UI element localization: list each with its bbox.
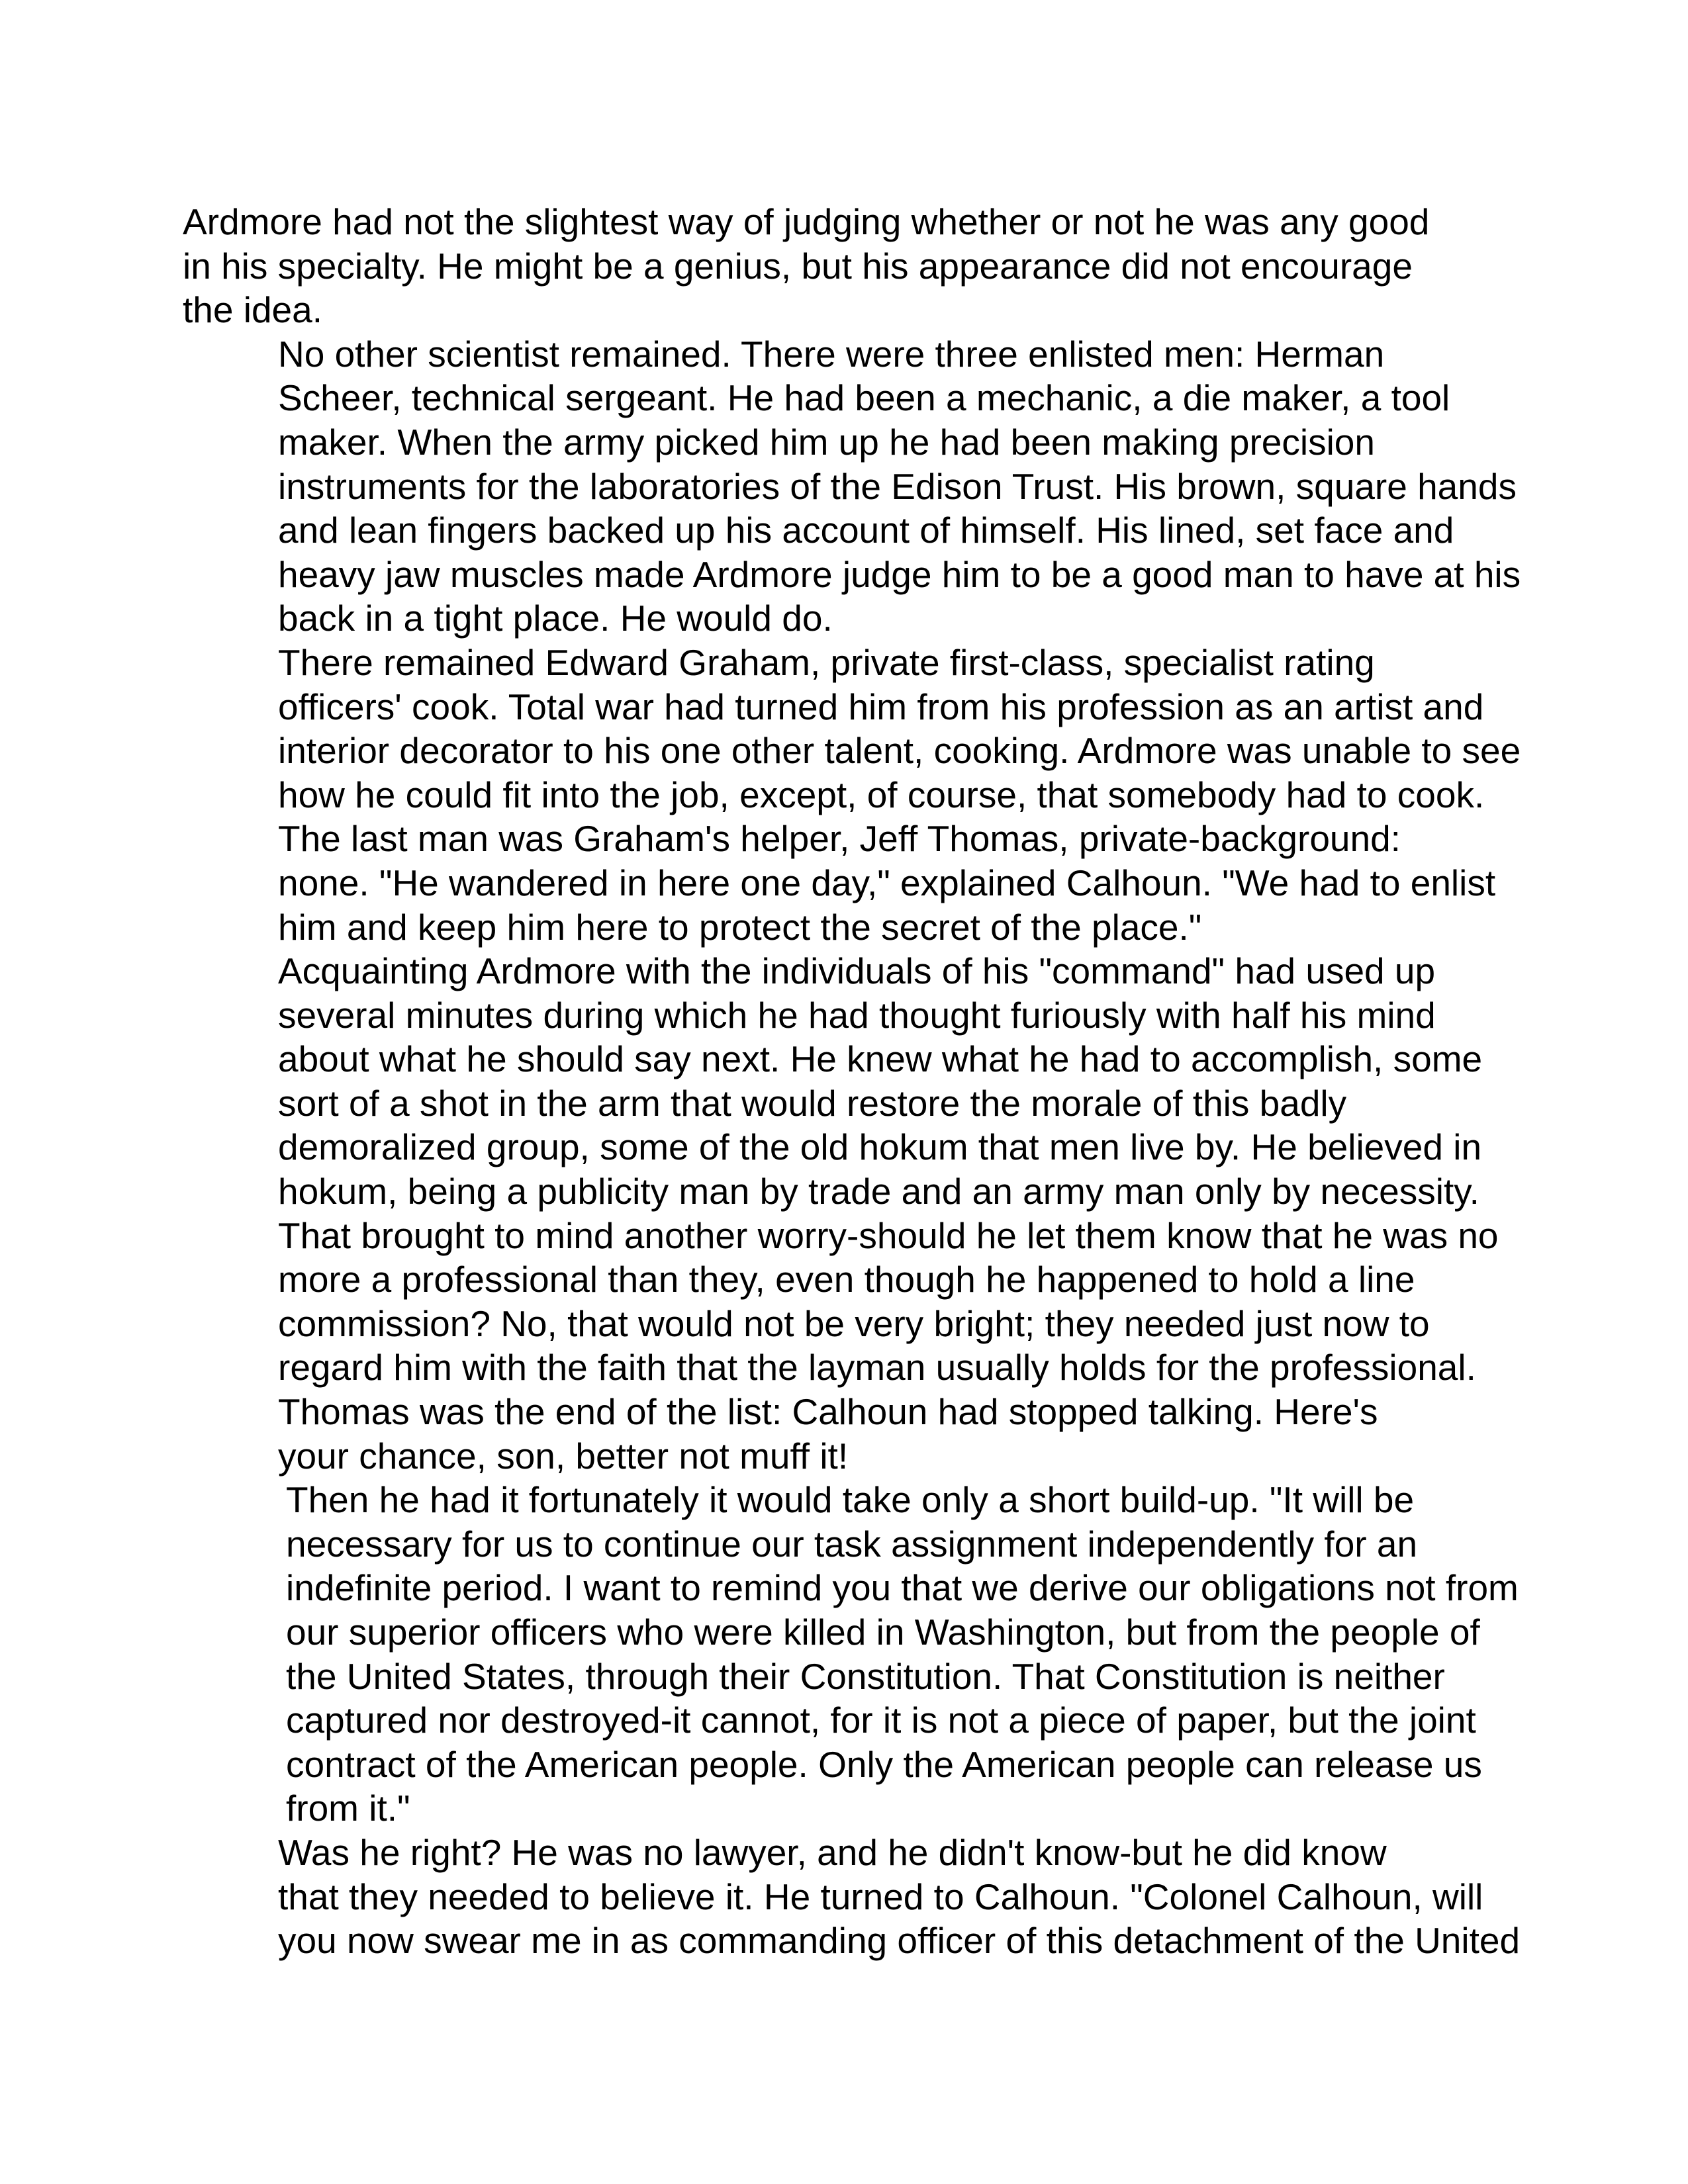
paragraph bbox=[183, 817, 1520, 949]
text-line: the idea. bbox=[183, 289, 323, 331]
paragraph bbox=[183, 949, 1520, 1390]
text-line: sort of a shot in the arm that would restore the morale of this badly bbox=[278, 1082, 1347, 1124]
text-line: Ardmore had not the slightest way of judging whether or not he was any good bbox=[183, 201, 1430, 242]
text-line: Was he right? He was no lawyer, and he didn't know-but he did know bbox=[278, 1831, 1387, 1873]
text-line: none. "He wandered in here one day," explained Calhoun. "We had to enlist bbox=[278, 862, 1496, 903]
text-line: more a professional than they, even though he happened to hold a line bbox=[278, 1259, 1415, 1300]
text-line: That brought to mind another worry-should he let them know that he was no bbox=[278, 1214, 1499, 1256]
paragraph bbox=[183, 200, 1520, 332]
paragraph bbox=[183, 1478, 1520, 1831]
text-line: commission? No, that would not be very bright; they needed just now to bbox=[278, 1302, 1430, 1344]
text-line: The last man was Graham's helper, Jeff Thomas, private-background: bbox=[278, 818, 1401, 860]
document-page bbox=[183, 200, 1520, 1963]
text-line: necessary for us to continue our task assignment independently for an bbox=[286, 1523, 1418, 1565]
text-line: and lean fingers backed up his account of himself. His lined, set face and bbox=[278, 510, 1454, 551]
text-line: how he could fit into the job, except, of course, that somebody had to cook. bbox=[278, 774, 1485, 815]
paragraph bbox=[183, 1831, 1520, 1963]
text-line: officers' cook. Total war had turned him from his profession as an artist and bbox=[278, 686, 1484, 727]
text-line: him and keep him here to protect the secret of the place." bbox=[278, 906, 1202, 948]
text-line: our superior officers who were killed in Washington, but from the people of bbox=[286, 1612, 1480, 1653]
text-line: the United States, through their Constitution. That Constitution is neither bbox=[286, 1655, 1445, 1697]
text-line: that they needed to believe it. He turned to Calhoun. "Colonel Calhoun, will bbox=[278, 1876, 1483, 1917]
text-line: interior decorator to his one other talent, cooking. Ardmore was unable to see bbox=[278, 730, 1521, 772]
text-line: captured nor destroyed-it cannot, for it is not a piece of paper, but the joint bbox=[286, 1700, 1476, 1741]
text-line: maker. When the army picked him up he had been making precision bbox=[278, 421, 1375, 463]
paragraph bbox=[183, 1390, 1520, 1478]
text-line: Acquainting Ardmore with the individuals of his "command" had used up bbox=[278, 950, 1436, 992]
text-line: hokum, being a publicity man by trade and an army man only by necessity. bbox=[278, 1171, 1479, 1212]
text-line: from it." bbox=[286, 1788, 410, 1829]
text-line: regard him with the faith that the layman usually holds for the professional. bbox=[278, 1347, 1476, 1388]
text-line: back in a tight place. He would do. bbox=[278, 598, 833, 639]
paragraph bbox=[183, 641, 1520, 817]
text-line: heavy jaw muscles made Ardmore judge him to be a good man to have at his bbox=[278, 553, 1521, 595]
text-line: Scheer, technical sergeant. He had been a mechanic, a die maker, a tool bbox=[278, 377, 1450, 419]
text-line: Then he had it fortunately it would take only a short build-up. "It will be bbox=[286, 1479, 1415, 1521]
paragraph bbox=[183, 332, 1520, 641]
text-line: about what he should say next. He knew what he had to accomplish, some bbox=[278, 1038, 1483, 1080]
text-line: Thomas was the end of the list: Calhoun had stopped talking. Here's bbox=[278, 1391, 1378, 1433]
text-line: indefinite period. I want to remind you that we derive our obligations not from bbox=[286, 1567, 1519, 1609]
text-line: instruments for the laboratories of the Edison Trust. His brown, square hands bbox=[278, 465, 1517, 507]
text-line: No other scientist remained. There were three enlisted men: Herman bbox=[278, 333, 1385, 375]
text-line: you now swear me in as commanding officer of this detachment of the United bbox=[278, 1920, 1521, 1962]
text-line: in his specialty. He might be a genius, but his appearance did not encourage bbox=[183, 245, 1413, 287]
text-line: your chance, son, better not muff it! bbox=[278, 1435, 849, 1477]
text-line: contract of the American people. Only the American people can release us bbox=[286, 1743, 1482, 1785]
text-line: several minutes during which he had thought furiously with half his mind bbox=[278, 994, 1436, 1036]
text-line: demoralized group, some of the old hokum that men live by. He believed in bbox=[278, 1126, 1482, 1168]
text-line: There remained Edward Graham, private first-class, specialist rating bbox=[278, 641, 1375, 683]
